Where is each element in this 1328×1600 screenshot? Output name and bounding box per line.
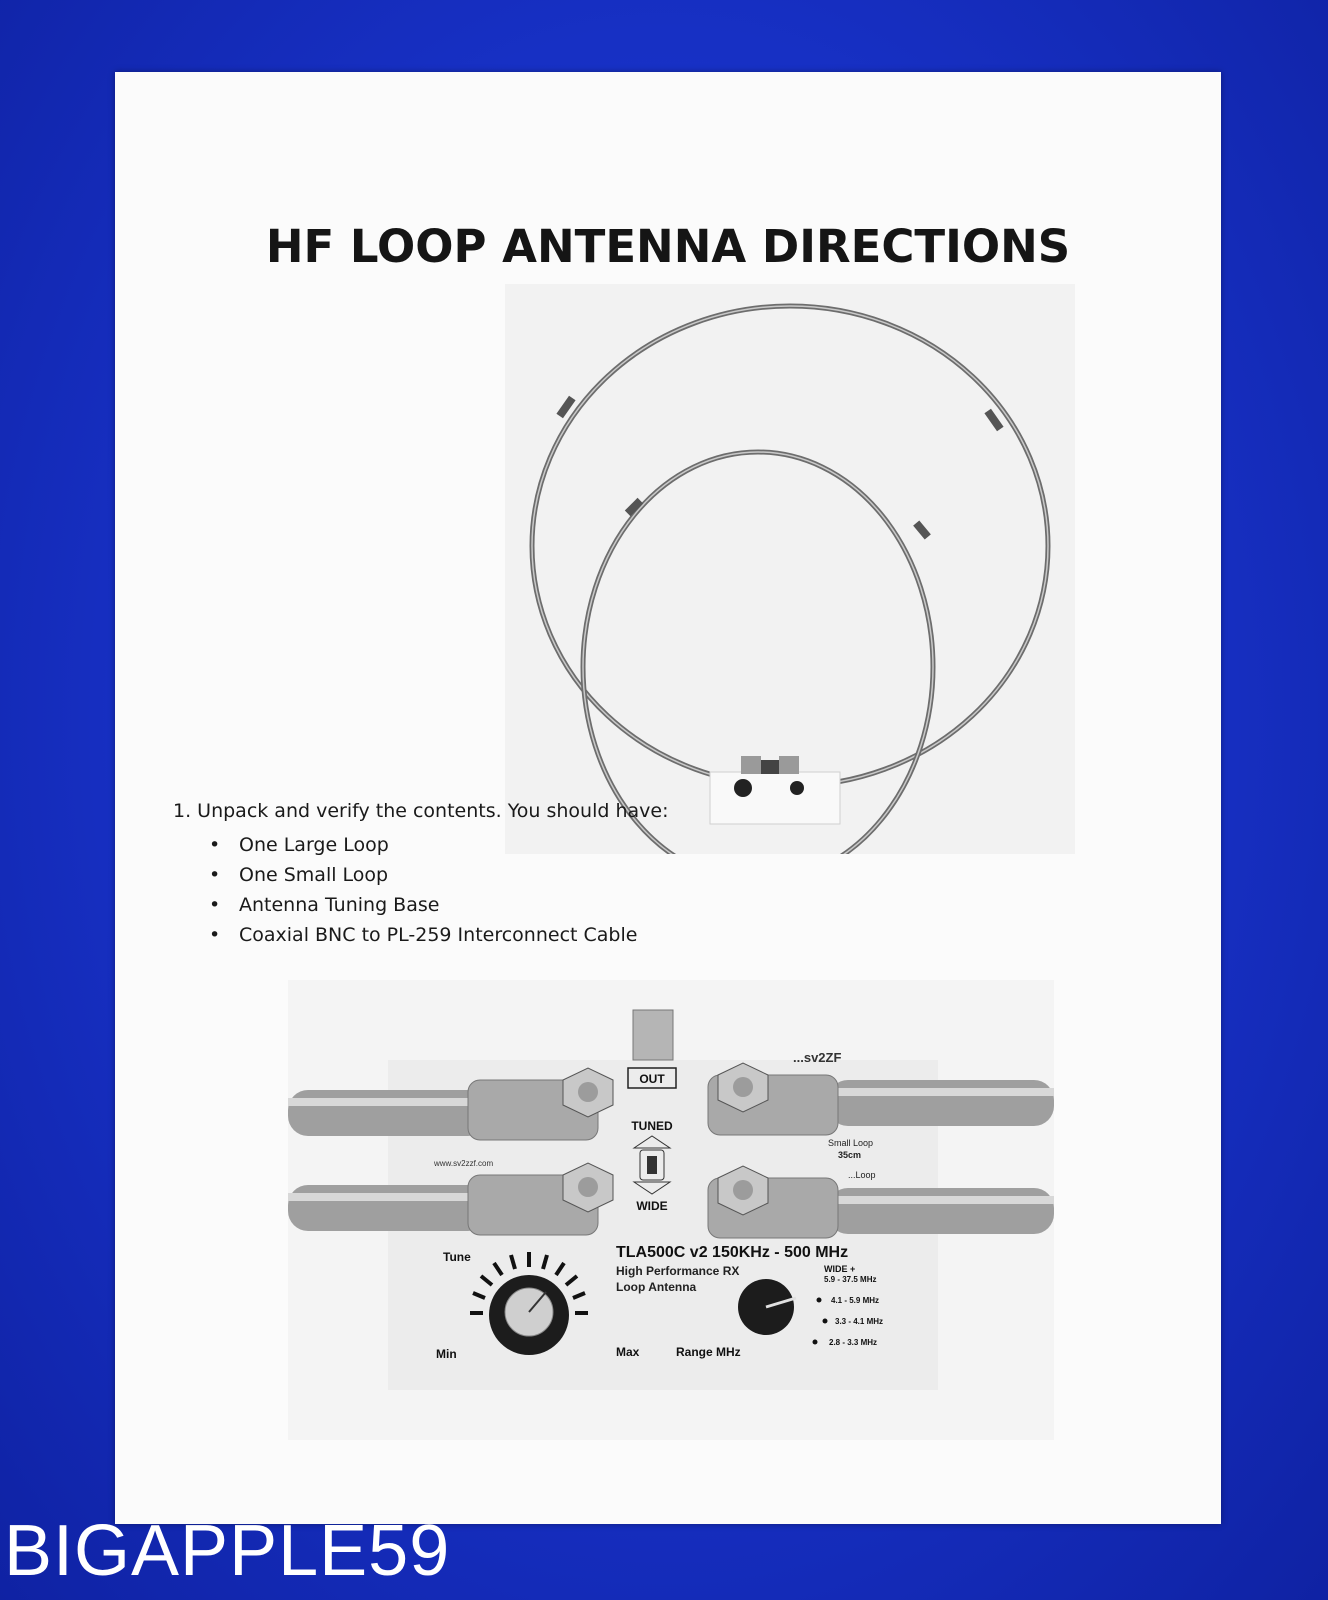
bullet-icon: • xyxy=(209,834,221,856)
tune-label: Tune xyxy=(443,1250,471,1264)
min-label: Min xyxy=(436,1347,457,1361)
list-item xyxy=(173,860,669,890)
subtitle-1: High Performance RX xyxy=(616,1264,740,1278)
list-item-label: Antenna Tuning Base xyxy=(239,894,440,916)
list-item-label: Coaxial BNC to PL-259 Interconnect Cable xyxy=(239,924,638,946)
step-1: 1. Unpack and verify the contents. You should have: xyxy=(173,800,669,822)
list-item xyxy=(173,830,669,860)
document-page xyxy=(115,72,1221,1524)
bullet-icon: • xyxy=(209,894,221,916)
out-label: OUT xyxy=(639,1072,665,1086)
instructions xyxy=(173,800,669,950)
subtitle-2: Loop Antenna xyxy=(616,1280,697,1294)
range-2: 4.1 - 5.9 MHz xyxy=(831,1296,880,1305)
tuned-label: TUNED xyxy=(631,1119,673,1133)
list-item xyxy=(173,890,669,920)
loop-antenna-photo xyxy=(505,284,1075,854)
small-loop-label: Small Loop xyxy=(828,1138,874,1148)
range-label: Range MHz xyxy=(676,1345,741,1359)
bullet-icon: • xyxy=(209,864,221,886)
bullet-icon: • xyxy=(209,924,221,946)
wide-plus-label: WIDE + xyxy=(824,1264,856,1274)
list-item-label: One Small Loop xyxy=(239,864,389,886)
small-loop-size: 35cm xyxy=(838,1150,862,1160)
brand-label: ...sv2ZF xyxy=(793,1050,842,1065)
wide-label: WIDE xyxy=(636,1199,668,1213)
tuning-base-photo xyxy=(288,980,1054,1440)
page-title: HF LOOP ANTENNA DIRECTIONS xyxy=(265,220,1071,273)
model-label: TLA500C v2 150KHz - 500 MHz xyxy=(616,1244,849,1261)
url-label: www.sv2zzf.com xyxy=(434,1159,494,1168)
large-loop-label: ...Loop xyxy=(848,1170,876,1180)
max-label: Max xyxy=(616,1345,640,1359)
range-1: 5.9 - 37.5 MHz xyxy=(824,1275,877,1284)
range-4: 2.8 - 3.3 MHz xyxy=(829,1338,878,1347)
contents-list xyxy=(173,830,669,950)
list-item xyxy=(173,920,669,950)
range-3: 3.3 - 4.1 MHz xyxy=(835,1317,884,1326)
list-item-label: One Large Loop xyxy=(239,834,389,856)
watermark: BIGAPPLE59 xyxy=(4,1511,451,1591)
